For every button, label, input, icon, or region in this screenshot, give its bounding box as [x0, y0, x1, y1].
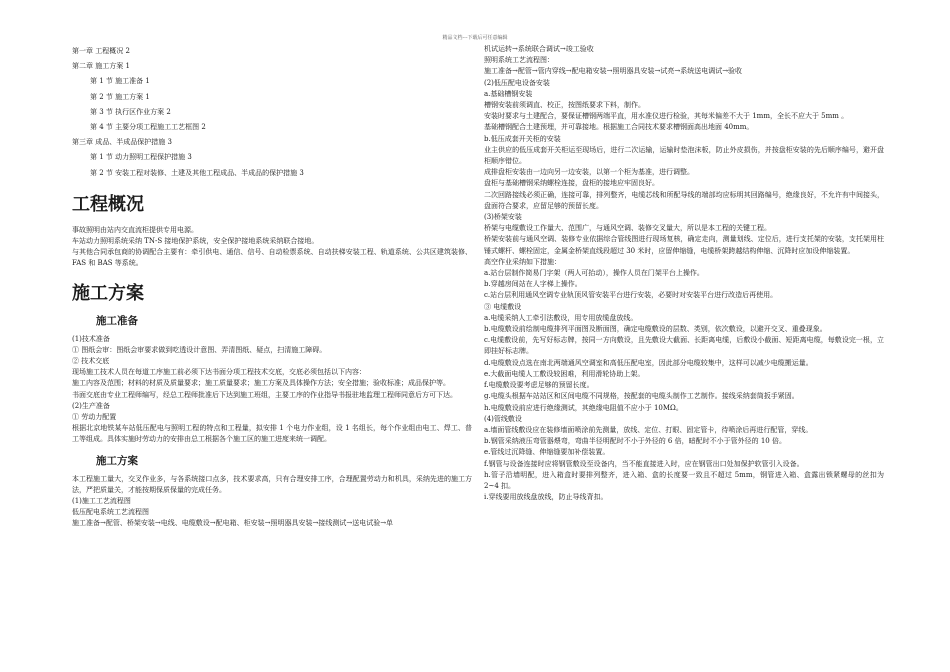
paragraph: c.站台层利用通风空调专业轨顶风管安装平台进行安装，必要时对安装平台进行改造后再使用。	[484, 291, 778, 300]
paragraph: c.电缆敷设前，先写好标志牌，按同一方向敷设，且先敷设大截面、长距离电缆，后敷设小截面、短距离电缆，每敷设完一根，立即挂好标志牌。	[484, 336, 884, 356]
paragraph: 事故照明由站内交直流柜提供专用电源。	[72, 225, 198, 234]
paragraph: 桥架安装前与通风空调、装修专业依据综合管线图进行现场复核，确定走向，测量划线、定位后，进行支托架的安装，支托架用柱锤式螺杆、螺栓固定，金属金桥架直线段超过 30 米时，应留伸缩缝，电缆桥架跨越结构伸缩、沉降时应加设伸缩装置。	[484, 235, 884, 255]
paragraph: (1)技术准备	[72, 334, 110, 343]
paragraph: 根据北京地铁某车站低压配电与照明工程的特点和工程量，拟安排 1 个电力作业组，设 1 名组长，每个作业组由电工、焊工、普工等组成。具体实施时劳动力的安排由总工根据各个施工区的施工进度来统一调配。	[72, 424, 472, 444]
paragraph: (1)施工工艺流程图	[72, 496, 131, 505]
paragraph: 施工准备→配管→管内穿线→配电箱安装→照明器具安装→试亮→系统送电调试→验收	[484, 67, 743, 76]
paragraph: (2)低压配电设备安装	[484, 78, 550, 87]
right-column	[484, 44, 884, 503]
paragraph: 槽钢安装前须调直、校正，按图纸要求下料，制作。	[484, 101, 645, 110]
section-title-plan: 施工方案	[72, 282, 144, 304]
paragraph: b.低压成套开关柜的安装	[484, 134, 561, 143]
paragraph: 低压配电系统工艺流程图	[72, 508, 149, 517]
toc-item[interactable]: 第二章 施工方案 1	[72, 62, 130, 71]
left-column	[72, 44, 472, 530]
toc-item[interactable]: 第 2 节 施工方案 1	[90, 92, 150, 101]
paragraph: 安装时要求与土建配合，要保证槽钢两端平直，用水准仪进行检验，其每米偏差不大于 1mm，全长不应大于 5mm 。	[484, 112, 849, 121]
paragraph: (2)生产准备	[72, 401, 110, 410]
paragraph: a.墙面管线敷设应在装修墙面喷涂前先测量，放线、定位、打眼、固定管卡，待喷涂后再进行配管，穿线。	[484, 425, 813, 434]
toc-item[interactable]: 第 1 节 施工准备 1	[90, 77, 150, 86]
table-of-contents	[72, 44, 472, 181]
paragraph: a.基础槽钢安装	[484, 89, 533, 98]
paragraph: g.电缆头根据车站站区和区间电缆不同规格，按配套的电缆头制作工艺制作。接线采纳套筒扳手紧固。	[484, 392, 799, 401]
paragraph: 业主供应的低压成套开关柜运至现场后，进行二次运输，运输时垫泡沫板，防止外皮损伤，并按盘柜安装的先后顺序编号，避开盘柜顺序错位。	[484, 145, 884, 166]
paragraph: b.钢管采纳液压弯管器煨弯，弯曲半径明配时不小于外径的 6 倍，暗配时不小于管外径的 10 倍。	[484, 437, 786, 446]
subsection-title-prep: 施工准备	[96, 314, 138, 327]
paragraph: 书面交底由专业工程师编写，经总工程师批准后下达到施工班组，主要工序的作业指导书报驻地监理工程师同意后方可下达。	[72, 390, 457, 399]
paragraph: b.穿越房间站在人字梯上操作。	[484, 280, 582, 289]
toc-item[interactable]: 第 1 节 动力照明工程保护措施 3	[90, 153, 192, 162]
paragraph: 与其他合同承包商的协调配合主要有：牵引供电、通信、信号、自动检票系统、自动扶梯安装工程、轨道系统、公共区建筑装修、FAS 和 BAS 等系统。	[72, 248, 472, 268]
paragraph: a.电缆采纳人工牵引法敷设，用专用放缆盘放线。	[484, 313, 638, 322]
paragraph: 机试运转→系统联合调试→竣工验收	[484, 45, 594, 53]
page-header: 精品文档---下载后可任意编辑	[442, 35, 508, 41]
paragraph: e.大截面电缆人工敷设较困难，利用滑轮协助上架。	[484, 369, 645, 378]
paragraph: e.管线过沉降缝、伸缩缝要加补偿装置。	[484, 448, 610, 457]
paragraph: i.穿线要用放线盘放线，防止导线背扣。	[484, 493, 608, 502]
toc-item[interactable]: 第 3 节 执行区作业方案 2	[90, 107, 171, 116]
toc-item[interactable]: 第一章 工程概况 2	[72, 47, 130, 55]
toc-item[interactable]: 第 2 节 安装工程对装修、土建及其他工程成品、半成品的保护措施 3	[90, 168, 304, 177]
paragraph: (4)管线敷设	[484, 414, 522, 423]
paragraph: a.站台层制作简易门字架（两人可抬动），操作人员在门架平台上操作。	[484, 269, 704, 278]
paragraph: 基础槽钢配合土建预埋，并可靠接地。根据施工合同技术要求槽钢面高出地面 40mm。	[484, 123, 754, 132]
paragraph: 盘柜与基础槽钢采纳螺栓连接，盘柜的接地应牢固良好。	[484, 179, 659, 188]
paragraph: 二次回路接线必须正确，连接可靠，排列整齐，电缆芯线和所配导线的端部均应标明其回路编号，绝缘良好，不允许有中间接头，盘面符合要求，应留足够的预留长度。	[484, 190, 884, 210]
paragraph: ③ 电缆敷设	[484, 302, 522, 311]
paragraph: d.电缆敷设点选在南北两端通风空调室和高低压配电室，因此部分电缆较集中，这样可以减少电缆搬运量。	[484, 358, 813, 367]
paragraph: 照明系统工艺流程图：	[484, 56, 554, 65]
paragraph: 施工内容及范围；材料的材质及质量要求；施工质量要求；施工方案及具体操作方法；安全措施；验收标准；成品保护等。	[72, 379, 450, 388]
paragraph: h.电缆敷设前应进行绝缘测试，其绝缘电阻值不应小于 10MΩ。	[484, 403, 683, 412]
paragraph: 高空作业采纳如下措施：	[484, 257, 561, 266]
paragraph: 本工程施工量大，交叉作业多，与各系统接口点多，技术要求高，只有合理安排工序，合理配置劳动力和机具，采纳先进的施工方法，严把质量关，才能按期保质保量的完成任务。	[72, 474, 472, 494]
paragraph: b.电缆敷设前绘制电缆排列平面图及断面图，确定电缆敷设的层数、类别，依次敷设，以避开交叉、重叠现象。	[484, 325, 827, 334]
paragraph: 桥架与电缆敷设工作量大、范围广，与通风空调、装修交叉量大，所以是本工程的关键工程。	[484, 224, 771, 233]
paragraph: ① 图纸会审：图纸会审要求做到吃透设计意图、弄清图纸、疑点，扫清施工障碍。	[72, 345, 327, 354]
toc-item[interactable]: 第三章 成品、半成品保护措施 3	[72, 138, 172, 147]
paragraph: ① 劳动力配置	[72, 412, 117, 421]
subsection-title-plan: 施工方案	[96, 454, 138, 467]
paragraph: 车站动力照明系统采纳 TN-S 接地保护系统，安全保护接地系统采纳联合接地。	[72, 236, 319, 245]
section-title-overview: 工程概况	[72, 193, 144, 215]
paragraph: f.电缆敷设要考虑足够的预留长度。	[484, 381, 594, 390]
paragraph: 现场施工技术人员在每道工序施工前必须下达书面分项工程技术交底，交底必须包括以下内容：	[72, 368, 366, 377]
paragraph: 成排盘柜安装由一边向另一边安装，以第一个柜为基准，进行调整。	[484, 168, 694, 177]
toc-item[interactable]: 第 4 节 主要分项工程施工工艺框图 2	[90, 122, 206, 131]
paragraph: h.管子沿墙明配，进入箱盒时要排列整齐，进入箱、盒的长度要一致且不超过 5mm，钢管进入箱、盒露出锁紧螺母的丝扣为 2~4 扣。	[484, 470, 884, 490]
paragraph: ② 技术交底	[72, 356, 110, 365]
paragraph: (3)桥架安装	[484, 213, 522, 222]
paragraph: f.钢管与设备连接时应将钢管敷设至设备内，当不能直接进入时，应在钢管出口处加保护软管引入设备。	[484, 459, 804, 468]
paragraph: 施工准备→配管、桥架安装→电线、电缆敷设→配电箱、柜安装→照明器具安装→接线测试→送电试验→单	[72, 519, 394, 528]
